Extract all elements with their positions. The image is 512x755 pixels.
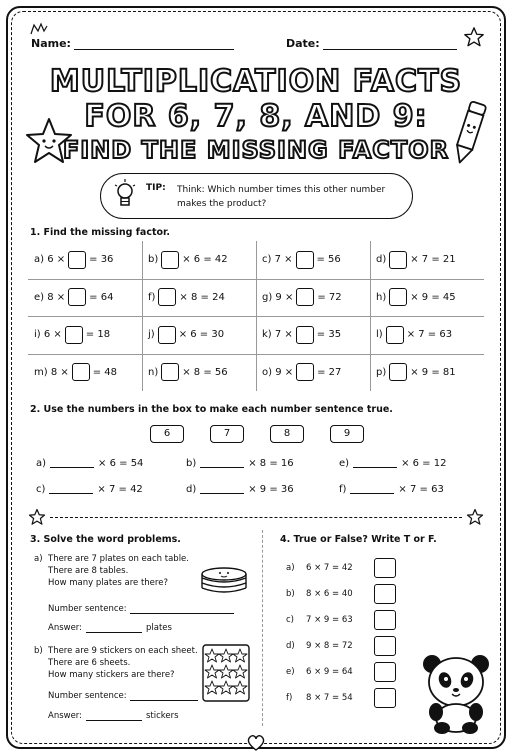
item-prefix: i) 6 × (34, 329, 62, 341)
missing-factor-item (370, 316, 484, 354)
item-text: × 7 = 42 (97, 484, 143, 495)
answer-box[interactable] (296, 288, 314, 306)
item-label: e) (286, 667, 295, 677)
section-3-heading: 3. Solve the word problems. (30, 534, 181, 545)
column-divider (262, 530, 263, 726)
item-prefix: k) 7 × (262, 329, 293, 341)
answer-box[interactable] (296, 363, 314, 381)
item-text: × 6 = 54 (98, 458, 144, 469)
item-label: e) (339, 458, 350, 469)
missing-factor-item (142, 354, 256, 392)
number-choice: 8 (270, 425, 304, 443)
item-label: b) (186, 458, 197, 469)
item-suffix: × 7 = 63 (406, 329, 453, 341)
answer-field[interactable] (86, 720, 142, 721)
missing-factor-item (28, 316, 142, 354)
number-choice: 6 (150, 425, 184, 443)
answer-unit: plates (146, 623, 172, 633)
crown-doodle-icon (30, 22, 48, 36)
tip-text: Think: Which number times this other number makes the product? (177, 185, 386, 209)
item-prefix: g) 9 × (262, 291, 294, 303)
section-4-heading: 4. True or False? Write T or F. (280, 534, 437, 545)
date-field[interactable] (323, 49, 457, 50)
missing-factor-grid (28, 241, 484, 391)
sentence-item (339, 484, 444, 495)
item-suffix: × 6 = 42 (182, 254, 228, 266)
item-label: d) (286, 641, 295, 651)
problem-b-label: b) (34, 646, 43, 656)
section-1-heading: 1. Find the missing factor. (30, 227, 170, 238)
number-sentence-label: Number sentence: (48, 691, 127, 701)
problem-b-text (48, 645, 198, 681)
item-suffix: = 18 (85, 329, 111, 341)
item-suffix: × 9 = 81 (410, 366, 456, 378)
item-label: c) (36, 484, 46, 495)
true-false-box[interactable] (374, 584, 396, 604)
answer-box[interactable] (389, 363, 407, 381)
item-prefix: p) (376, 366, 387, 378)
title-line-2: FOR 6, 7, 8, AND 9: (84, 99, 428, 134)
answer-field[interactable] (86, 632, 142, 633)
answer-box[interactable] (68, 251, 86, 269)
item-prefix: c) 7 × (262, 254, 293, 266)
answer-box[interactable] (389, 288, 407, 306)
answer-blank[interactable] (200, 493, 244, 494)
star-icon (466, 508, 484, 526)
true-false-box[interactable] (374, 610, 396, 630)
item-prefix: e) 8 × (34, 291, 66, 303)
sticker-sheet-icon (202, 644, 250, 702)
missing-factor-item (370, 241, 484, 279)
title-line-1: MULTIPLICATION FACTS (49, 64, 463, 99)
answer-box[interactable] (389, 251, 407, 269)
item-text: × 6 = 12 (401, 458, 447, 469)
true-false-box[interactable] (374, 636, 396, 656)
answer-blank[interactable] (49, 493, 93, 494)
number-sentence-field[interactable] (130, 613, 234, 614)
item-text: × 8 = 16 (248, 458, 294, 469)
item-label: f) (286, 693, 293, 703)
number-sentence-label: Number sentence: (48, 604, 127, 614)
equation-text: 8 × 7 = 54 (306, 693, 353, 703)
missing-factor-item (142, 279, 256, 317)
number-choice: 7 (210, 425, 244, 443)
answer-unit: stickers (146, 711, 179, 721)
sentence-item (36, 458, 143, 469)
answer-box[interactable] (161, 363, 179, 381)
number-sentence-field[interactable] (130, 700, 198, 701)
answer-label: Answer: (48, 623, 83, 633)
problem-line: There are 9 stickers on each sheet. (48, 646, 198, 656)
date-label: Date: (286, 37, 320, 50)
missing-factor-item (256, 241, 370, 279)
answer-box[interactable] (158, 288, 176, 306)
item-suffix: × 8 = 56 (182, 366, 228, 378)
equation-text: 7 × 9 = 63 (306, 615, 353, 625)
item-label: a) (286, 563, 295, 573)
equation-text: 8 × 6 = 40 (306, 589, 353, 599)
answer-blank[interactable] (50, 467, 94, 468)
answer-box[interactable] (68, 288, 86, 306)
missing-factor-item (142, 316, 256, 354)
item-prefix: d) (376, 254, 387, 266)
item-label: d) (186, 484, 197, 495)
missing-factor-item (256, 316, 370, 354)
answer-box[interactable] (72, 363, 90, 381)
tip-callout (100, 173, 413, 219)
item-prefix: b) (148, 254, 159, 266)
problem-a-text (48, 553, 189, 589)
item-suffix: × 8 = 24 (179, 291, 225, 303)
name-field[interactable] (74, 49, 234, 50)
missing-factor-item (256, 279, 370, 317)
item-prefix: m) 8 × (34, 366, 69, 378)
answer-box[interactable] (161, 251, 179, 269)
item-text: × 9 = 36 (248, 484, 294, 495)
panda-icon (418, 652, 494, 734)
problem-line: How many plates are there? (48, 578, 168, 588)
answer-box[interactable] (386, 326, 404, 344)
problem-line: There are 8 tables. (48, 566, 129, 576)
item-label: a) (36, 458, 47, 469)
pencil-icon (450, 98, 488, 170)
star-icon (463, 26, 485, 48)
item-text: × 7 = 63 (398, 484, 444, 495)
item-suffix: = 36 (89, 254, 114, 266)
problem-a-label: a) (34, 554, 43, 564)
answer-box[interactable] (65, 326, 83, 344)
item-prefix: o) 9 × (262, 366, 294, 378)
item-label: c) (286, 615, 294, 625)
true-false-box[interactable] (374, 688, 396, 708)
number-choice: 9 (330, 425, 364, 443)
item-suffix: = 27 (317, 366, 342, 378)
item-prefix: l) (376, 329, 383, 341)
answer-blank[interactable] (350, 493, 394, 494)
tip-label: TIP: (146, 183, 166, 193)
equation-text: 9 × 8 = 72 (306, 641, 353, 651)
missing-factor-item (28, 354, 142, 392)
missing-factor-item (370, 279, 484, 317)
item-prefix: a) 6 × (34, 254, 66, 266)
section-2-heading: 2. Use the numbers in the box to make each number sentence true. (30, 404, 393, 415)
star-icon (28, 508, 46, 526)
missing-factor-item (370, 354, 484, 392)
problem-line: There are 6 sheets. (48, 658, 131, 668)
plates-stack-icon (198, 565, 250, 601)
item-label: f) (339, 484, 347, 495)
problem-line: How many stickers are there? (48, 670, 175, 680)
smiling-star-icon (24, 116, 74, 166)
problem-line: There are 7 plates on each table. (48, 554, 189, 564)
item-prefix: j) (148, 329, 155, 341)
item-suffix: = 64 (89, 291, 114, 303)
answer-box[interactable] (296, 251, 314, 269)
item-prefix: f) (148, 291, 156, 303)
item-suffix: × 6 = 30 (178, 329, 225, 341)
item-suffix: × 7 = 21 (410, 254, 456, 266)
missing-factor-item (28, 279, 142, 317)
sentence-item (186, 458, 294, 469)
missing-factor-item (256, 354, 370, 392)
answer-box[interactable] (158, 326, 176, 344)
sentence-item (339, 458, 446, 469)
name-label: Name: (31, 37, 71, 50)
lightbulb-icon (113, 179, 137, 213)
answer-blank[interactable] (200, 467, 244, 468)
section-divider (50, 517, 462, 518)
item-prefix: n) (148, 366, 159, 378)
true-false-box[interactable] (374, 558, 396, 578)
answer-label: Answer: (48, 711, 83, 721)
item-suffix: = 35 (316, 329, 342, 341)
missing-factor-item (28, 241, 142, 279)
true-false-box[interactable] (374, 662, 396, 682)
equation-text: 6 × 9 = 64 (306, 667, 353, 677)
item-suffix: = 56 (316, 254, 341, 266)
answer-box[interactable] (296, 326, 314, 344)
equation-text: 6 × 7 = 42 (306, 563, 353, 573)
heart-icon (246, 734, 266, 752)
missing-factor-item (142, 241, 256, 279)
answer-blank[interactable] (353, 467, 397, 468)
item-prefix: h) (376, 291, 387, 303)
item-label: b) (286, 589, 295, 599)
sentence-item (36, 484, 143, 495)
item-suffix: × 9 = 45 (410, 291, 456, 303)
item-suffix: = 48 (92, 366, 118, 378)
sentence-item (186, 484, 294, 495)
title-line-3: FIND THE MISSING FACTOR (62, 136, 450, 164)
item-suffix: = 72 (317, 291, 342, 303)
